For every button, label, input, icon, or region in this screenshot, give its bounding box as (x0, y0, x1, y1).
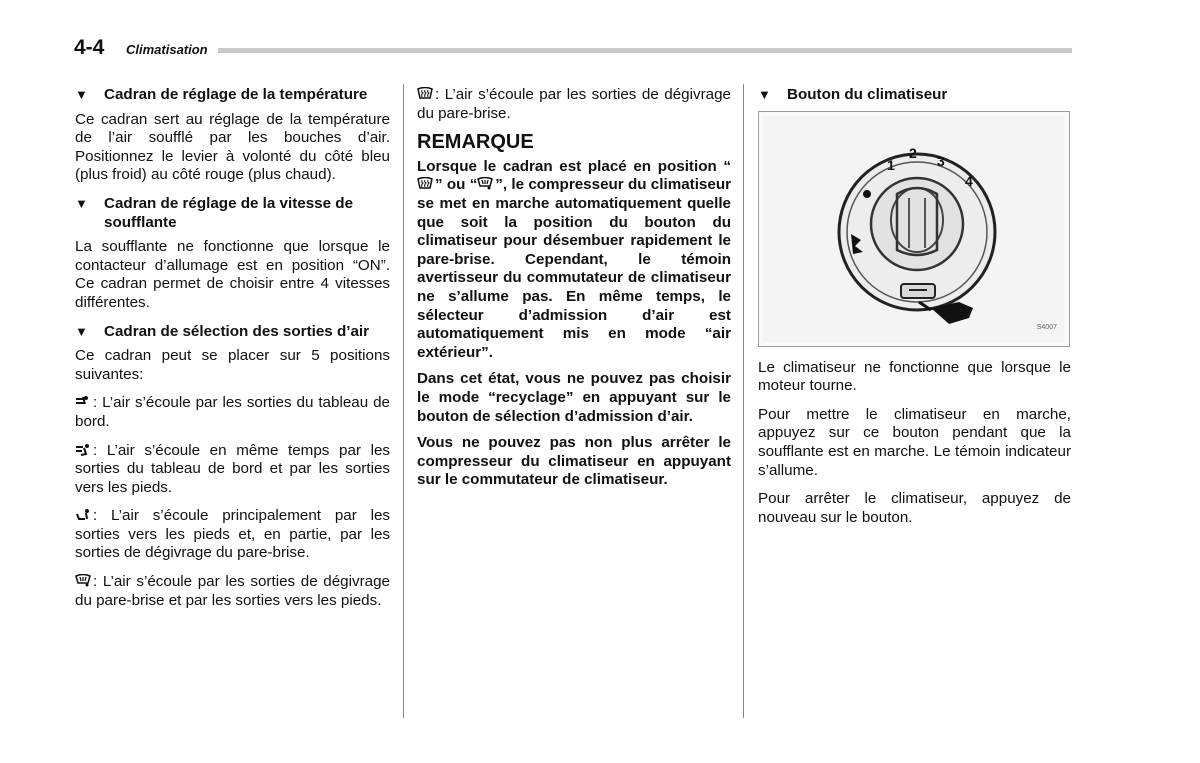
page-header (74, 36, 1072, 60)
note-paragraph: Dans cet état, vous ne pouvez pas choisir le mode “recyclage” en appuyant sur le bouton de sélection d’admission d’air. (417, 370, 731, 425)
note-paragraph: Vous ne pouvez pas non plus arrêter le compresseur du climatiseur en appuyant sur le commutateur de climatiseur. (417, 434, 731, 489)
outlet-dial-heading: ▼ Cadran de sélection des sorties d’air (75, 322, 370, 340)
figure-code: S4007 (1036, 324, 1057, 331)
dial-label-2: 2 (909, 144, 917, 161)
outlet-position-vent: : L’air s’écoule par les sorties du tableau de bord. (75, 394, 390, 430)
ac-button-heading: ▼ Bouton du climatiseur (758, 86, 948, 103)
outlet-dial-text: Ce cadran peut se placer sur 5 positions suivantes: (75, 347, 390, 383)
ac-text-3: Pour arrêter le climatiseur, appuyez de nouveau sur le bouton. (758, 490, 1071, 526)
outlet-position-bilevel: : L’air s’écoule en même temps par les sorties du tableau de bord et par les sorties vers les pieds. (75, 441, 390, 496)
outlet-position-foot: : L’air s’écoule principalement par les sorties vers les pieds et, en partie, par les sorties de dégivrage du pare-brise. (75, 507, 390, 562)
outlet-position-defrost-foot: : L’air s’écoule par les sorties de dégivrage du pare-brise et par les sorties vers les pieds. (75, 573, 390, 609)
temp-dial-heading: ▼ Cadran de réglage de la température (75, 86, 368, 103)
ac-text-1: Le climatiseur ne fonctionne que lorsque le moteur tourne. (758, 358, 1071, 395)
dial-label-1: 1 (887, 156, 895, 173)
defrost-icon (417, 87, 433, 100)
fan-dial-text: La soufflante ne fonctionne que lorsque le contacteur d’allumage est en position “ON”. Ce cadran permet de choisir entre 4 vitesses différentes. (75, 238, 390, 311)
fan-dial-heading: ▼ Cadran de réglage de la vitesse de soufflante (75, 194, 354, 231)
note-paragraph: Lorsque le cadran est placé en position “” ou “ ”, le compresseur du climatiseur se met en marche automatiquement quelle que soit la position du bouton du climatiseur pour désembuer rapidement le pare-brise. Cependant, le témoin avertisseur du commutateur de climatiseur ne s’allume pas. En même temps, le sélecteur d’admission d’air est automatiquement mis en mode “air extérieur”. (417, 157, 732, 361)
outlet-position-defrost: : L’air s’écoule par les sorties de dégivrage du pare-brise. (417, 86, 731, 122)
triangle-bullet-icon: ▼ (75, 195, 88, 211)
ac-button-illustration (758, 111, 1070, 347)
temp-dial-text: Ce cadran sert au réglage de la température de l’air soufflé par les bouches d’air. Positionnez le levier à volonté du côté bleu (plus froid) au côté rouge (plus chaud). (75, 110, 390, 184)
defrost-icon (417, 177, 433, 190)
defrost-foot-icon (477, 177, 493, 190)
column-1 (75, 86, 390, 620)
triangle-bullet-icon: ▼ (75, 87, 88, 102)
dial-label-4: 4 (965, 172, 973, 189)
bi-level-icon (75, 443, 91, 456)
column-3 (758, 86, 1071, 537)
triangle-bullet-icon: ▼ (758, 87, 771, 102)
off-mark-icon (863, 190, 871, 198)
ac-dial-drawing (759, 112, 1069, 346)
page-number: 4-4 (74, 36, 105, 59)
foot-icon (75, 508, 91, 521)
triangle-bullet-icon: ▼ (75, 323, 88, 339)
dial-label-3: 3 (937, 152, 945, 169)
header-rule (218, 48, 1072, 53)
note-title: REMARQUE (417, 131, 534, 154)
column-divider (403, 84, 404, 718)
note-block (417, 158, 731, 490)
vent-face-icon (75, 395, 91, 408)
ac-text-2: Pour mettre le climatiseur en marche, appuyez sur ce bouton pendant que la soufflante est en marche. Le témoin indicateur s’allume. (758, 405, 1071, 479)
defrost-foot-icon (75, 574, 91, 587)
column-divider (743, 84, 744, 718)
section-title: Climatisation (126, 42, 208, 57)
column-2 (417, 86, 731, 498)
